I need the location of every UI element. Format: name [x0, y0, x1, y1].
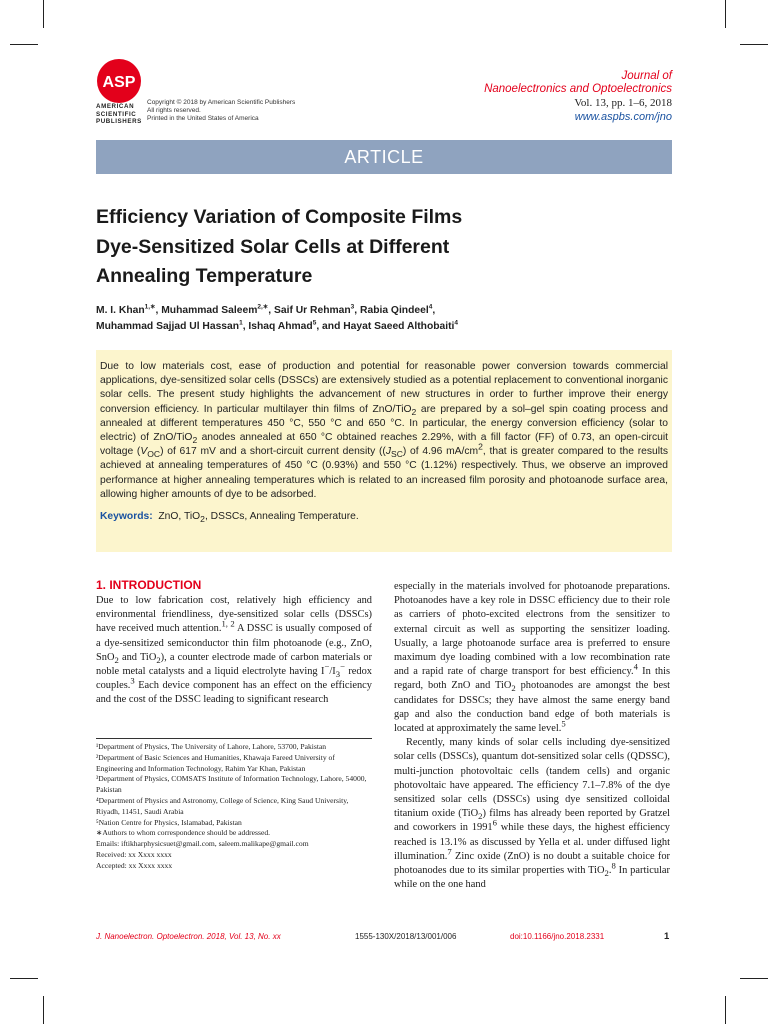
footer-citation: J. Nanoelectron. Optoelectron. 2018, Vol. 13, No. xx: [96, 932, 281, 941]
crop-mark-right-bottom: [740, 978, 768, 979]
intro-column-right: especially in the materials involved for photoanode preparations. Photoanodes have a key role in DSSC efficiency due to their role as carriers of photo-excited electrons from the sensitizer to external circuit as well as supporting the sensitizer loading. Usually, a large photoanode surface area is preferred to ensure maximum dye loading combined with a low recombination rate and a rapid rate of charge transport for best efficiency.$^4$ In this regard, both ZnO and TiO$_2$ photoanodes are amongst the best candidates for DSSCs; they have almost the same energy band gap and also the conduction band edge of both materials is located at approximately the same level.$^5$ Recently, many kinds of solar cells including dye-sensitized solar cells (DSSCs), quantum dot-sensitized solar cells (QDSSC), multi-junction photovoltaic cells (tandem cells) and organic photovoltaic have appeared. The efficiency 7.1–7.8% of the dye sensitized solar cells (DSSCs) using dye sensitized colloidal titanium oxide (TiO$_2$) films has already been reported by Gratzel and coworkers in 1991$^6$ while these days, the highest efficiency reached is 13.1% as discussed by Yella et al. under diffused light illumination.$^7$ Zinc oxide (ZnO) is no doubt a suitable choice for photoanodes due to its similar properties with TiO$_2$.$^8$ In particular while on the one hand: [394, 581, 671, 891]
section-heading-introduction: 1. INTRODUCTION: [96, 578, 202, 592]
journal-name-line2: Nanoelectronics and Optoelectronics: [484, 83, 672, 95]
footer-doi[interactable]: doi:10.1166/jno.2018.2331: [510, 932, 605, 941]
copyright-notice: Copyright © 2018 by American Scientific Publishers All rights reserved. Printed in the United States of America: [147, 99, 296, 122]
abstract-box: [96, 350, 672, 552]
crop-mark-top-left: [43, 0, 44, 28]
asp-logo: [96, 58, 142, 104]
paper-title: Efficiency Variation of Composite Films Dye-Sensitized Solar Cells at Different Annealing Temperature: [96, 206, 463, 287]
crop-mark-left-top: [10, 44, 38, 45]
author-list: M. I. Khan$^{1,∗}$, Muhammad Saleem$^{2,∗}$, Saif Ur Rehman$^3$, Rabia Qindeel$^4$, Muhammad Sajjad Ul Hassan$^1$, Ishaq Ahmad$^5$, and Hayat Saeed Althobaiti$^4$: [96, 303, 459, 332]
journal-url[interactable]: www.aspbs.com/jno: [574, 111, 672, 123]
article-label: ARTICLE: [344, 147, 424, 167]
journal-info: [484, 70, 672, 124]
abstract-text: Due to low materials cost, ease of production and potential for reasonable power conversion towards commercial applications, dye-sensitized solar cells (DSSCs) are extensively studied as a potential replacement to conventional inorganic solar cells. The present study highlights the advancement of new structures in order to further improve their energy conversion efficiency. In particular multilayer thin films of ZnO/TiO$_2$ are prepared by a sol–gel spin coating process and annealed at different temperatures 450 °C, 550 °C and 650 °C. In particular, the energy conversion efficiency (solar to electric) of ZnO/TiO$_2$ anodes annealed at 650 °C obtained reaches 2.29%, with a fill factor (FF) of 0.73, an open-circuit voltage $(V_{OC})$ of 617 mV and a short-circuit current density ($(J_{SC})$ of 4.96 $mA/cm^2$, that is greater compared to the results achieved at annealing temperatures of 450 °C (0.93%) and 550 °C (1.12%) respectively. Thus, we observe an improved performance at higher annealing temperatures which is related to an increased film porosity and photoanode surface area, allowing higher amounts of dye to be adsorbed.: [100, 361, 669, 500]
crop-mark-right-top: [740, 44, 768, 45]
crop-mark-bottom-left: [43, 996, 44, 1024]
article-type-banner: [96, 140, 672, 174]
intro-column-left: 1. INTRODUCTION Due to low fabrication cost, relatively high efficiency and environmental friendliness, dye-sensitized solar cells (DSSCs) have received much attention.$^{1, 2}$ A DSSC is usually composed of a dye-sensitized semiconductor thin film photoanode (e.g., ZnO, SnO$_2$ and TiO$_2$), a counter electrode made of carbon materials or noble metal catalysts and a liquid electrolyte having $I^-/I_3^-$ redox couples.$^3$ Each device component has an effect on the efficiency and the cost of the DSSC leading to significant research: [96, 578, 373, 706]
footer-issn: 1555-130X/2018/13/001/006: [355, 932, 457, 941]
journal-name-line1: Journal of: [621, 70, 672, 82]
crop-mark-left-bottom: [10, 978, 38, 979]
footnotes: ¹Department of Physics, The University of Lahore, Lahore, 53700, Pakistan ²Department of Basic Sciences and Humanities, Khawaja Fareed University of Engineering and Information Technology, Rahim Yar Khan, Pakistan ³Department of Physics, COMSATS Institute of Information Technology, Lahore, 54000, Pakistan ⁴Department of Physics and Astronomy, College of Science, King Saud University, Riyadh, 11451, Saudi Arabia ⁵Nation Centre for Physics, Islamabad, Pakistan ∗Authors to whom correspondence should be addressed. Emails: iftikharphysicsuet@gmail.com, saleem.malikape@gmail.com Received: xx Xxxx xxxx Accepted: xx Xxxx xxxx: [96, 742, 367, 870]
keywords: Keywords: ZnO, TiO$_2$, DSSCs, Annealing Temperature.: [100, 511, 359, 525]
footnote-divider: [96, 738, 372, 739]
logo-text: ASP: [102, 74, 136, 91]
crop-mark-bottom-right: [725, 996, 726, 1024]
page-number: 1: [664, 931, 670, 942]
journal-volume: Vol. 13, pp. 1–6, 2018: [574, 97, 672, 109]
crop-mark-top-right: [725, 0, 726, 28]
publisher-name: AMERICAN SCIENTIFIC PUBLISHERS: [96, 103, 142, 125]
